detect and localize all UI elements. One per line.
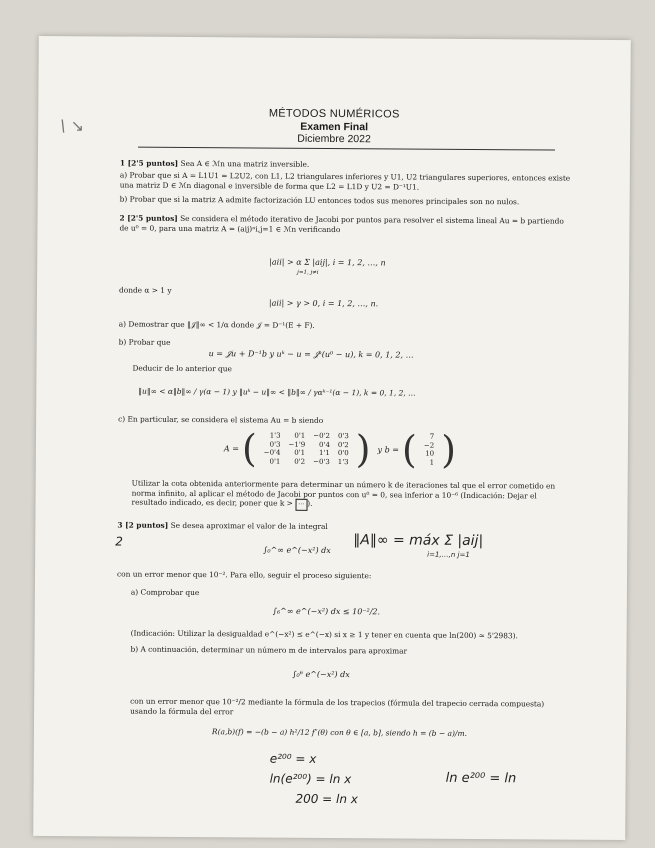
q2-equation-1: |aii| > α Σ |aij|, i = 1, 2, …, n: [269, 257, 386, 268]
exam-title: MÉTODOS NUMÉRICOS: [268, 107, 400, 121]
matrix-a-cell: 1'1: [318, 448, 330, 457]
vector-b-row: [420, 441, 438, 450]
matrix-a-cell: 0'4: [319, 440, 330, 449]
vector-b-row: [420, 458, 438, 467]
left-paren: (: [401, 427, 417, 472]
q1-heading: 1 [2'5 puntos]: [119, 158, 179, 168]
q1-intro-text: Sea A ∈ ℳn una matriz inversible.: [180, 158, 310, 169]
exam-sheet: [33, 36, 631, 840]
matrix-a-cell: 0'0: [337, 449, 349, 458]
handwritten-ln2: 200 = ln x: [295, 791, 358, 807]
vector-b-cell: 1: [429, 458, 435, 467]
header-rule: [138, 147, 555, 151]
matrix-a-cell: 0'2: [294, 457, 306, 466]
q2-equation-1-sub: j=1, j≠i: [297, 269, 319, 276]
q2-c-text: Utilizar la cota obtenida anteriormente para determinar un número k de iteraciones tal que el error cometido en norma infinito, al aplicar el método de Jacobi por puntos con u⁰ = 0, sea inferior a 10⁻⁶ (Indicación: Dejar el resultado indicado, es decir, poner que k >: [131, 478, 556, 508]
handwritten-e200: e²⁰⁰ = x: [269, 751, 317, 766]
matrix-a-cell: 0'1: [294, 448, 306, 457]
q3-part-a: a) Comprobar que: [130, 587, 200, 598]
matrix-a-row: [260, 431, 353, 440]
margin-marks: \ ↘: [60, 116, 85, 136]
q3-part-b-text: con un error menor que 10⁻²/2 mediante la fórmula de los trapecios (fórmula del trapecio cerrada compuesta) usando la fórmula del error: [130, 696, 545, 716]
q2-c-end: ).: [307, 498, 313, 508]
q2-part-a: a) Demostrar que ‖𝒥‖∞ < 1/α donde 𝒥 = D⁻¹(E + F).: [118, 319, 315, 330]
handwritten-norm-sub: i=1,…,n j=1: [427, 550, 470, 559]
q1-part-b: b) Probar que si la matriz A admite factorización LU entonces todos sus menores principales son no nulos.: [119, 194, 520, 207]
q2-part-c-text: [131, 479, 571, 513]
matrix-a-cell: −0'4: [263, 448, 281, 457]
exam-subtitle: Examen Final: [300, 120, 369, 134]
matrix-a-cell: 1'3: [269, 431, 281, 440]
right-paren: ): [441, 427, 457, 472]
q3-integral-1: ∫₀^∞ e^(−x²) dx: [263, 545, 331, 555]
matrix-a-cell: 0'1: [294, 431, 306, 440]
q3-error-text: con un error menor que 10⁻². Para ello, seguir el proceso siguiente:: [117, 569, 372, 581]
q2-equation-3: u = 𝒥u + D⁻¹b y uᵏ − u = 𝒥ᵏ(u⁰ − u), k = 0, 1, 2, …: [208, 349, 414, 360]
q3-integral-3: ∫₀⁶ e^(−x²) dx: [292, 669, 350, 680]
q2-system: [223, 426, 457, 472]
handwritten-ln1: ln(e²⁰⁰) = ln x: [269, 771, 352, 787]
matrix-a-cell: 0'3: [269, 440, 281, 449]
q3-part-b: b) A continuación, determinar un número m de intervalos para aproximar: [130, 644, 408, 656]
handwritten-norm: ‖A‖∞ = máx Σ |aij|: [353, 532, 484, 550]
matrix-a-cell: 0'3: [337, 432, 349, 441]
matrix-a-cell: 0'1: [269, 457, 281, 466]
q2-intro: [119, 214, 571, 236]
matrix-a-cell: −1'9: [288, 440, 306, 449]
q3-integral-2: ∫₆^∞ e^(−x²) dx ≤ 10⁻²/2.: [272, 606, 381, 617]
matrix-a-cell: −0'3: [313, 457, 330, 466]
vector-b-cell: −2: [423, 441, 435, 450]
matrix-a-cell: 1'3: [337, 457, 349, 466]
matrix-a-cell: −0'2: [313, 431, 331, 440]
q3-indicacion: (Indicación: Utilizar la desigualdad e^(−x²) ≤ e^(−x) si x ≥ 1 y tener en cuenta que ln(200) ≃ 5'2983).: [130, 628, 518, 641]
matrix-a-cell: 0'2: [337, 440, 349, 449]
vector-b-row: [420, 450, 438, 459]
q2-intro-text: Se considera el método iterativo de Jacobi por puntos para resolver el sistema lineal Au = b partiendo de u⁰ = 0, para una matriz A = (aij)ⁿi,j=1 ∈ ℳn verificando: [119, 213, 564, 234]
left-paren: (: [241, 426, 257, 471]
q3-intro-text: Se desea aproximar el valor de la integral: [170, 520, 328, 531]
vector-b-cell: 7: [429, 432, 435, 441]
q2-equation-4: ‖u‖∞ < α‖b‖∞ / γ(α − 1) y ‖uᵏ − u‖∞ < ‖b‖∞ / γαᵏ⁻¹(α − 1), k = 0, 1, 2, …: [138, 386, 416, 398]
q2-equation-2: |aii| > γ > 0, i = 1, 2, …, n.: [268, 298, 379, 309]
matrix-a: [260, 431, 353, 466]
matrix-a-row: [260, 448, 353, 457]
matrix-a-row: [260, 457, 353, 466]
exam-date: Diciembre 2022: [297, 132, 371, 146]
vector-b-row: [420, 433, 438, 442]
q1-part-a: a) Probar que si A = L1U1 = L2U2, con L1, L2 triangulares inferiores y U1, U2 triangulares superiores, entonces existe una matriz D ∈ ℳn diagonal e inversible de forma que L2 = L1D y U2 = D⁻¹U1.: [119, 170, 571, 192]
matrix-a-label: A =: [223, 443, 239, 453]
q3-error-formula: R(a,b)(f) = −(b − a) h²/12 f″(θ) con θ ∈ [a, b], siendo h = (b − a)/m.: [211, 727, 468, 738]
handwritten-ln3: ln e²⁰⁰ = ln: [445, 770, 517, 787]
vector-b-cell: 10: [425, 449, 435, 458]
q1-intro: [120, 159, 560, 172]
q2-part-b: b) Probar que: [118, 337, 171, 347]
q3-intro: [117, 521, 569, 534]
handwritten-two: 2: [115, 534, 123, 549]
vector-b-label: y b =: [377, 444, 400, 454]
q2-heading: 2 [2'5 puntos]: [119, 213, 178, 223]
q2-donde: donde α > 1 y: [118, 285, 172, 295]
answer-box: ⋯: [295, 499, 307, 511]
right-paren: ): [355, 427, 371, 472]
q2-part-c: c) En particular, se considera el sistema Au = b siendo: [118, 414, 324, 425]
vector-b: [420, 433, 439, 467]
q3-heading: 3 [2 puntos]: [117, 520, 169, 530]
q2-deducir: Deducir de lo anterior que: [132, 363, 232, 374]
